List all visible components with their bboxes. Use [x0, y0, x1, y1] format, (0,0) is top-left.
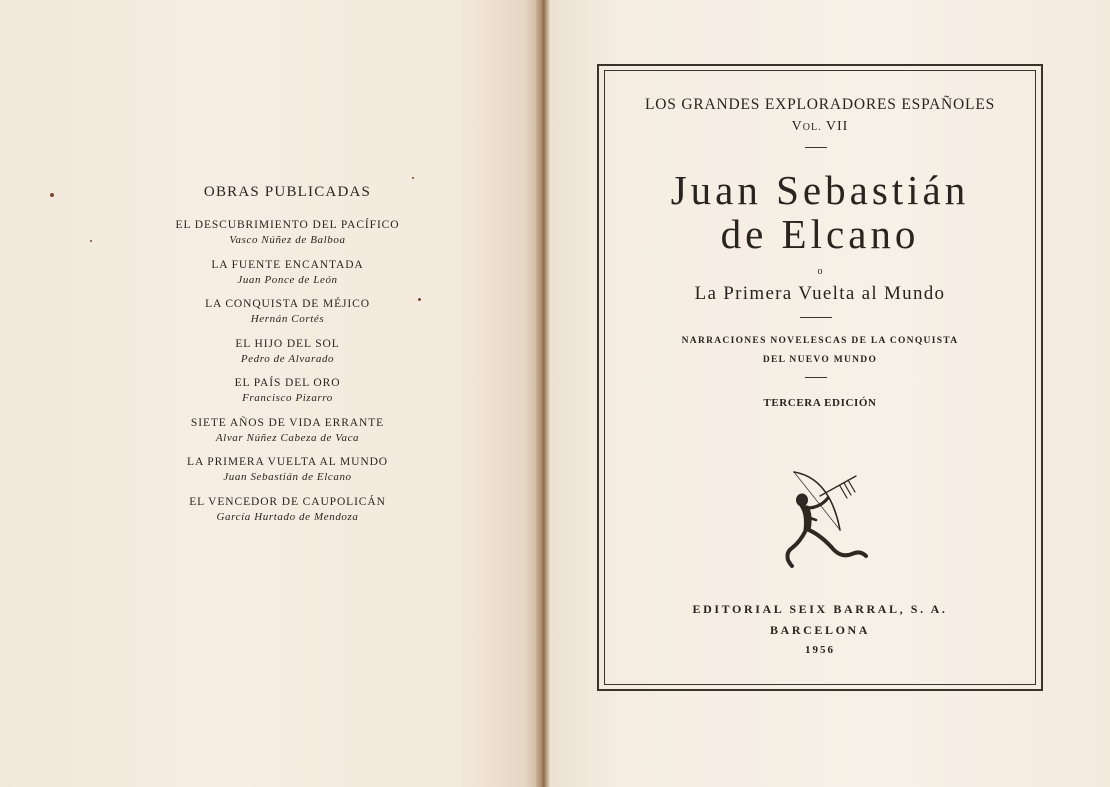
volume-prefix: V — [791, 119, 803, 134]
divider — [800, 317, 832, 318]
work-title: LA CONQUISTA DE MÉJICO — [205, 298, 370, 310]
list-item — [0, 337, 575, 377]
work-author: Francisco Pizarro — [242, 392, 333, 404]
work-title: EL PAÍS DEL ORO — [234, 377, 341, 389]
edition-label: TERCERA EDICIÓN — [763, 397, 877, 409]
publisher-city: BARCELONA — [769, 623, 871, 637]
narrative-line-1: NARRACIONES NOVELESCAS DE LA CONQUISTA — [681, 336, 959, 346]
publisher-name: EDITORIAL SEIX BARRAL, S. A. — [692, 602, 948, 616]
publication-year: 1956 — [805, 644, 835, 656]
list-item — [0, 258, 575, 298]
book-title — [604, 168, 1036, 256]
work-author: Vasco Núñez de Balboa — [229, 234, 346, 246]
list-item — [0, 376, 575, 416]
list-item — [0, 455, 575, 495]
paper-speck — [412, 177, 414, 179]
volume-label — [604, 119, 1036, 135]
book-title-line-2: de Elcano — [720, 211, 920, 257]
volume-number: VII — [825, 119, 849, 134]
book-title-line-1: Juan Sebastián — [670, 167, 970, 213]
title-conjunction: o — [817, 266, 823, 277]
archer-emblem-icon — [780, 468, 872, 586]
work-author: Juan Ponce de León — [237, 273, 338, 286]
narrative-line-2: DEL NUEVO MUNDO — [762, 355, 878, 365]
book-subtitle: La Primera Vuelta al Mundo — [694, 283, 946, 304]
published-works-heading: OBRAS PUBLICADAS — [203, 184, 372, 200]
published-works-list — [0, 218, 575, 534]
work-title: SIETE AÑOS DE VIDA ERRANTE — [190, 416, 385, 429]
work-title: EL VENCEDOR DE CAUPOLICÁN — [189, 495, 386, 508]
work-author: Juan Sebastián de Elcano — [223, 471, 352, 483]
work-title: LA PRIMERA VUELTA AL MUNDO — [187, 456, 388, 468]
list-item — [0, 218, 575, 258]
work-author: Hernán Cortés — [250, 313, 325, 325]
work-title: EL HIJO DEL SOL — [235, 337, 340, 350]
list-item — [0, 297, 575, 337]
list-item — [0, 416, 575, 456]
work-title: EL DESCUBRIMIENTO DEL PACÍFICO — [175, 219, 400, 231]
series-title: LOS GRANDES EXPLORADORES ESPAÑOLES — [644, 96, 996, 113]
narrative-description — [604, 332, 1036, 370]
work-title: LA FUENTE ENCANTADA — [211, 258, 364, 271]
divider — [805, 147, 827, 148]
list-item — [0, 495, 575, 535]
volume-prefix-small: OL. — [802, 122, 822, 133]
work-author: Alvar Núñez Cabeza de Vaca — [215, 431, 360, 444]
divider — [805, 377, 827, 378]
work-author: Pedro de Alvarado — [240, 352, 335, 365]
work-author: García Hurtado de Mendoza — [216, 510, 359, 523]
